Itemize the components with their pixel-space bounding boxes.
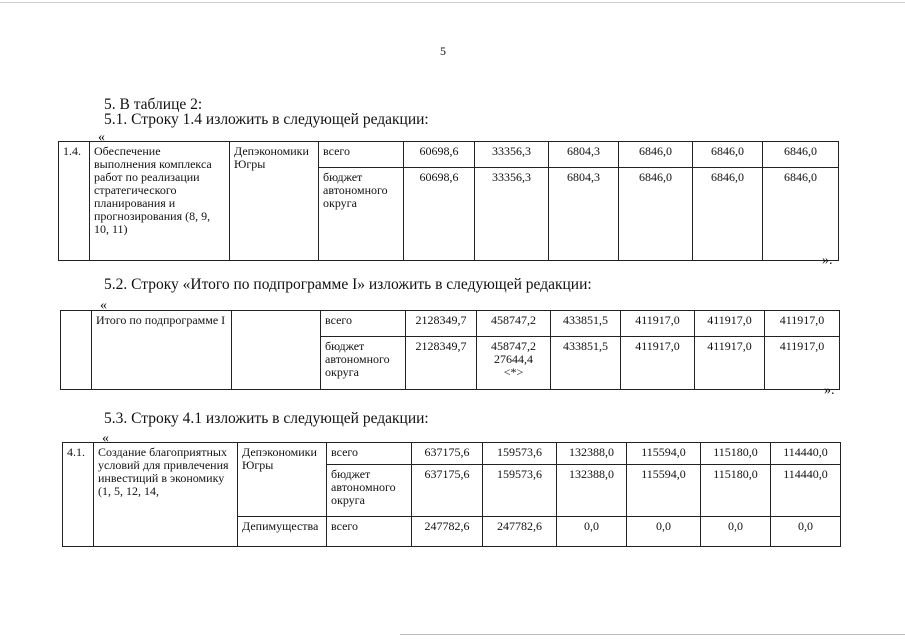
- value-cell: 114440,0: [771, 443, 841, 465]
- funding-source: бюджет автономного округа: [321, 337, 406, 390]
- value-cell: 33356,3: [475, 167, 549, 261]
- value-cell: 411917,0: [765, 337, 840, 390]
- section-2-heading: 5.2. Строку «Итого по подпрограмме I» изложить в следующей редакции:: [104, 276, 592, 293]
- value-cell: 247782,6: [412, 517, 483, 547]
- table-row: [63, 443, 841, 465]
- section-1-close-quote: ».: [822, 253, 833, 268]
- funding-source: всего: [319, 142, 404, 168]
- value-cell: 433851,5: [551, 337, 621, 390]
- value-cell: 60698,6: [404, 167, 475, 261]
- section-1-open-quote: «: [98, 130, 105, 145]
- value-cell: 115180,0: [701, 443, 771, 465]
- value-cell: 2128349,7: [406, 311, 477, 337]
- table-row: [61, 311, 840, 337]
- row-number: [61, 311, 92, 390]
- row-name: Создание благоприятных условий для привлечения инвестиций в экономику (1, 5, 12, 14,: [94, 443, 238, 547]
- value-cell: 115594,0: [627, 465, 701, 517]
- value-cell: 411917,0: [765, 311, 840, 337]
- funding-source: всего: [327, 517, 412, 547]
- value-cell: 458747,2: [477, 311, 551, 337]
- value-cell: 411917,0: [621, 337, 695, 390]
- section-3-open-quote: «: [102, 431, 109, 446]
- funding-source: всего: [321, 311, 406, 337]
- value-cell: 60698,6: [404, 142, 475, 168]
- value-cell: 132388,0: [557, 443, 627, 465]
- value-cell: 6846,0: [693, 142, 763, 168]
- value-cell: 115180,0: [701, 465, 771, 517]
- table-row-1-4: [58, 141, 839, 261]
- value-cell: 6804,3: [549, 167, 619, 261]
- funding-source: бюджет автономного округа: [327, 465, 412, 517]
- intro-heading: 5. В таблице 2:: [104, 96, 203, 113]
- table-row: [59, 142, 839, 168]
- table-row-total: [60, 310, 840, 390]
- row-number: 4.1.: [63, 443, 94, 547]
- value-cell: 0,0: [627, 517, 701, 547]
- table-row-4-1: [62, 442, 841, 547]
- value-cell: 6846,0: [763, 142, 839, 168]
- value-cell: 159573,6: [483, 443, 557, 465]
- section-2-close-quote: ».: [824, 383, 835, 398]
- value-cell: 411917,0: [621, 311, 695, 337]
- funding-source: всего: [327, 443, 412, 465]
- value-cell: 33356,3: [475, 142, 549, 168]
- row-executor-2: Депимущества: [238, 517, 327, 547]
- row-number: 1.4.: [59, 142, 90, 261]
- value-cell: 6846,0: [619, 167, 693, 261]
- section-3-heading: 5.3. Строку 4.1 изложить в следующей редакции:: [104, 410, 429, 427]
- section-1-heading: 5.1. Строку 1.4 изложить в следующей редакции:: [104, 111, 429, 128]
- value-cell: 247782,6: [483, 517, 557, 547]
- value-cell: 411917,0: [695, 337, 765, 390]
- row-name: Обеспечение выполнения комплекса работ по реализации стратегического планирования и прогнозирования (8, 9, 10, 11): [90, 142, 230, 261]
- value-cell: 458747,2 27644,4 <*>: [477, 337, 551, 390]
- value-cell: 637175,6: [412, 465, 483, 517]
- value-cell: 0,0: [557, 517, 627, 547]
- value-cell: 114440,0: [771, 465, 841, 517]
- value-cell: 132388,0: [557, 465, 627, 517]
- funding-source: бюджет автономного округа: [319, 167, 404, 261]
- value-cell: 115594,0: [627, 443, 701, 465]
- value-cell: 433851,5: [551, 311, 621, 337]
- value-cell: 6846,0: [693, 167, 763, 261]
- page-number: 5: [440, 44, 446, 58]
- value-cell: 6846,0: [619, 142, 693, 168]
- row-name: Итого по подпрограмме I: [92, 311, 232, 390]
- value-cell: 2128349,7: [406, 337, 477, 390]
- value-cell: 6846,0: [763, 167, 839, 261]
- value-cell: 0,0: [701, 517, 771, 547]
- row-executor: [232, 311, 321, 390]
- value-cell: 0,0: [771, 517, 841, 547]
- row-executor: Депэкономики Югры: [230, 142, 319, 261]
- section-2-open-quote: «: [100, 298, 107, 313]
- value-cell: 159573,6: [483, 465, 557, 517]
- value-cell: 637175,6: [412, 443, 483, 465]
- value-cell: 411917,0: [695, 311, 765, 337]
- row-executor: Депэкономики Югры: [238, 443, 327, 517]
- value-cell: 6804,3: [549, 142, 619, 168]
